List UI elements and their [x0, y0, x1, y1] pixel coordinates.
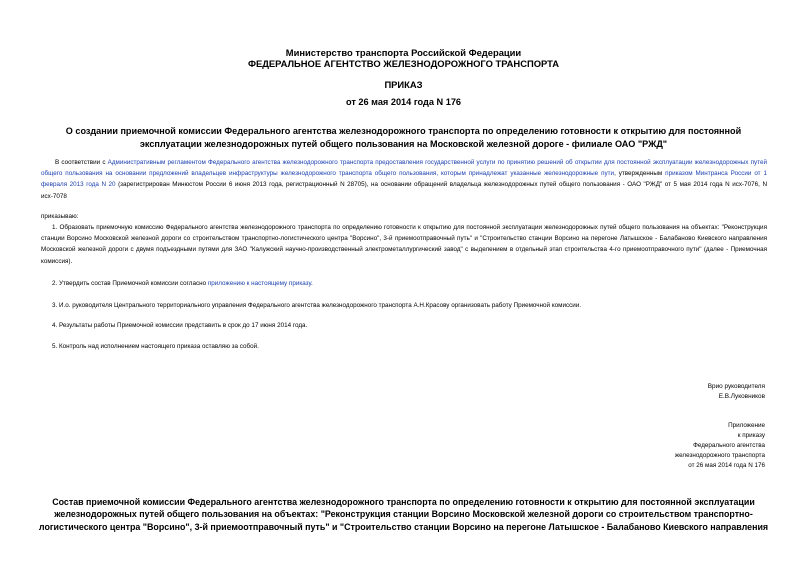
appendix-header: [675, 421, 765, 471]
order-item-2-text: 2. Утвердить состав Приемочной комиссии согласно: [52, 280, 208, 287]
order-item-2: [41, 278, 767, 289]
commission-composition-title: Состав приемочной комиссии Федерального агентства железнодорожного транспорта по определению готовности к открытию для постоянной эксплуатации железнодорожных путей общего пользования на объектах: "Реконструкция станции Ворсино Московской железной дороги со строительством транспортно-логистического центра "Ворсино", 3-й приемоотправочный путь" и "Строительство станции Ворсино на перегоне Латышское - Балабаново Киевского направления: [38, 497, 769, 532]
order-item-4: 4. Результаты работы Приемочной комиссии представить в срок до 17 июня 2014 года.: [52, 322, 308, 329]
intro-text-start: В соответствии с: [55, 159, 108, 166]
mintrans-order-link[interactable]: приказом Минтранса России от 1 февраля 2013 года N 20: [41, 170, 767, 189]
appendix-line-2: к приказу: [737, 432, 765, 439]
intro-text-middle: , утвержденным: [614, 170, 666, 178]
order-item-3: 3. И.о. руководителя Центрального территориального управления Федерального агентства железнодорожного транспорта А.Н.Красову организовать работу Приемочной комиссии.: [52, 302, 582, 309]
ordered-label: приказываю:: [41, 213, 79, 220]
intro-paragraph: [41, 157, 767, 202]
order-item-1: 1. Образовать приемочную комиссию Федерального агентства железнодорожного транспорта по определению готовности к открытию для постоянной эксплуатации железнодорожных путей общего пользования на объектах: "Реконструкция станции Ворсино Московской железной дороги со строительством транспортно-логистического центра "Ворсино", 3-й приемоотправочный путь" и "Строительство станции Ворсино на перегоне Латышское - Балабаново Киевского направления Московской железной дороги с двумя подъездными путями для ЗАО "Калужский научно-производственный электрометаллургический завод" с выделением в отдельный этап строительства 4-го приемоотправочного пути" (далее - Приемочная комиссия).: [41, 224, 767, 265]
regulation-link[interactable]: Административным регламентом Федерального агентства железнодорожного транспорта предоставления государственной услуги по принятию решений об открытии для постоянной эксплуатации железнодорожных путей общего пользования на основании предложений владельцев инфраструктуры железнодорожного транспорта общего пользования, которым принадлежат указанные железнодорожные пути: [41, 159, 767, 178]
signatory-position: Врио руководителя: [707, 383, 765, 390]
appendix-line-5: от 26 мая 2014 года N 176: [688, 462, 765, 469]
appendix-line-1: Приложение: [728, 422, 765, 429]
document-date-number: от 26 мая 2014 года N 176: [345, 97, 462, 107]
document-title: О создании приемочной комиссии Федерального агентства железнодорожного транспорта по определению готовности к открытию для постоянной эксплуатации железнодорожных путей общего пользования на Московской железной дороге - филиале ОАО "РЖД": [65, 126, 742, 149]
document-type: ПРИКАЗ: [384, 79, 423, 90]
signature-block: [708, 382, 765, 402]
appendix-link[interactable]: приложению к настоящему приказу: [207, 280, 312, 287]
intro-text-end: (зарегистрирован Минюстом России 6 июня 2013 года, регистрационный N 28705), на основании обращений владельца железнодорожных путей общего пользования - ОАО "РЖД" от 5 мая 2014 года N исх-7076, N исх-7078: [41, 181, 767, 200]
agency-name: ФЕДЕРАЛЬНОЕ АГЕНТСТВО ЖЕЛЕЗНОДОРОЖНОГО ТРАНСПОРТА: [247, 58, 560, 69]
appendix-line-4: железнодорожного транспорта: [674, 452, 765, 459]
appendix-line-3: Федерального агентства: [693, 442, 765, 449]
order-item-2-end: .: [311, 280, 313, 287]
order-item-5: 5. Контроль над исполнением настоящего приказа оставляю за собой.: [52, 343, 259, 350]
ministry-name: Министерство транспорта Российской Федерации: [285, 47, 522, 58]
signatory-name: Е.В.Луковников: [718, 393, 765, 401]
